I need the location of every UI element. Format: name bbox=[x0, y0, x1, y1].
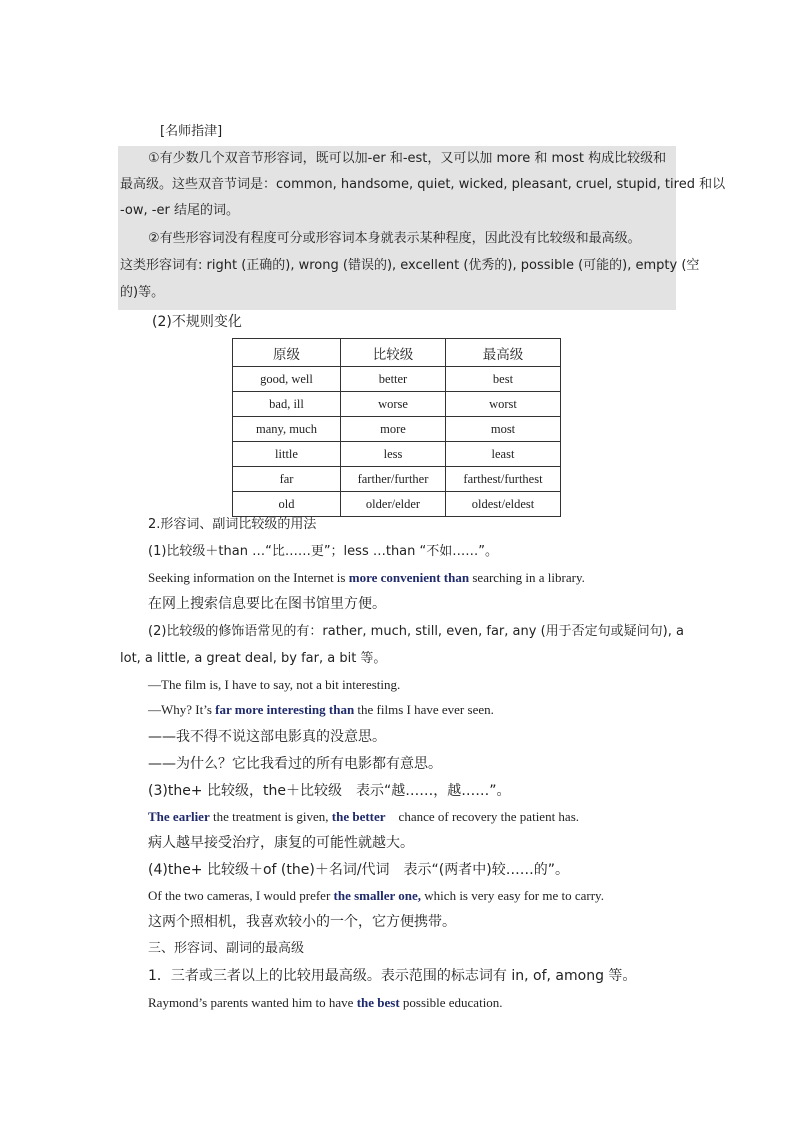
cell-comparative: better bbox=[341, 367, 446, 392]
table-row bbox=[233, 467, 561, 492]
cell-positive: many, much bbox=[233, 417, 341, 442]
section2-title: 2.形容词、副词比较级的用法 bbox=[148, 517, 317, 532]
tip-paragraph-1-line-3: -ow, -er 结尾的词。 bbox=[120, 203, 239, 218]
section3-rule-1: 1．三者或三者以上的比较用最高级。表示范围的标志词有 in, of, among 等。 bbox=[148, 968, 637, 984]
cell-positive: bad, ill bbox=[233, 392, 341, 417]
cell-superlative: farthest/furthest bbox=[446, 467, 561, 492]
table-row bbox=[233, 392, 561, 417]
cell-positive: far bbox=[233, 467, 341, 492]
tip-paragraph-1-line-2: 最高级。这些双音节词是：common, handsome, quiet, wicked, pleasant, cruel, stupid, tired 和以 bbox=[120, 177, 726, 192]
section3-example-1: Raymond’s parents wanted him to have the best possible education. bbox=[148, 995, 503, 1010]
highlight: The earlier bbox=[148, 809, 210, 824]
example-4: Of the two cameras, I would prefer the smaller one, which is very easy for me to carry. bbox=[148, 888, 604, 903]
cell-positive: old bbox=[233, 492, 341, 517]
cell-superlative: worst bbox=[446, 392, 561, 417]
cell-comparative: more bbox=[341, 417, 446, 442]
example-4-translation: 这两个照相机，我喜欢较小的一个，它方便携带。 bbox=[148, 914, 456, 930]
tips-box bbox=[118, 146, 726, 310]
highlight: the best bbox=[356, 995, 400, 1010]
example-2-line-1: —The film is, I have to say, not a bit interesting. bbox=[148, 677, 401, 692]
highlight: far more interesting than bbox=[215, 702, 355, 717]
cell-superlative: most bbox=[446, 417, 561, 442]
highlight: the smaller one, bbox=[333, 888, 422, 903]
example-2-translation-1: ——我不得不说这部电影真的没意思。 bbox=[148, 729, 386, 745]
cell-comparative: worse bbox=[341, 392, 446, 417]
rule-2-line-1: (2)比较级的修饰语常见的有：rather, much, still, even, far, any (用于否定句或疑问句), a bbox=[148, 624, 684, 639]
cell-comparative: less bbox=[341, 442, 446, 467]
irregular-forms-table bbox=[232, 338, 561, 517]
cell-comparative: older/elder bbox=[341, 492, 446, 517]
table-row bbox=[233, 492, 561, 517]
rule-2-line-2: lot, a little, a great deal, by far, a bit 等。 bbox=[120, 651, 387, 666]
cell-superlative: oldest/eldest bbox=[446, 492, 561, 517]
tips-heading: [名师指津] bbox=[160, 124, 223, 139]
example-3: The earlier the treatment is given, the better chance of recovery the patient has. bbox=[148, 809, 580, 824]
highlight: more convenient than bbox=[348, 570, 470, 585]
highlight: the better bbox=[331, 809, 386, 824]
cell-positive: good, well bbox=[233, 367, 341, 392]
header-superlative: 最高级 bbox=[446, 339, 561, 367]
tip-paragraph-2-line-2: 这类形容词有: right (正确的), wrong (错误的), excellent (优秀的), possible (可能的), empty (空 bbox=[120, 258, 700, 273]
cell-positive: little bbox=[233, 442, 341, 467]
rule-4: (4)the+ 比较级＋of (the)＋名词/代词 表示“(两者中)较……的”。 bbox=[148, 862, 569, 878]
example-3-translation: 病人越早接受治疗，康复的可能性就越大。 bbox=[148, 835, 414, 851]
table-header-row bbox=[233, 339, 561, 367]
header-positive: 原级 bbox=[233, 339, 341, 367]
irregular-title: (2)不规则变化 bbox=[152, 314, 242, 330]
tip-paragraph-1-line-1: ①有少数几个双音节形容词，既可以加-er 和-est，又可以加 more 和 most 构成比较级和 bbox=[148, 151, 667, 166]
example-1-translation: 在网上搜索信息要比在图书馆里方便。 bbox=[148, 596, 386, 612]
header-comparative: 比较级 bbox=[341, 339, 446, 367]
section3-title: 三、形容词、副词的最高级 bbox=[148, 941, 305, 956]
rule-3: (3)the+ 比较级，the＋比较级 表示“越……，越……”。 bbox=[148, 783, 511, 799]
table-row bbox=[233, 417, 561, 442]
example-2-line-2: —Why? It’s far more interesting than the films I have ever seen. bbox=[148, 702, 494, 717]
example-2-translation-2: ——为什么？它比我看过的所有电影都有意思。 bbox=[148, 756, 442, 772]
cell-comparative: farther/further bbox=[341, 467, 446, 492]
cell-superlative: least bbox=[446, 442, 561, 467]
example-1: Seeking information on the Internet is more convenient than searching in a library. bbox=[148, 570, 585, 585]
tip-paragraph-2-line-3: 的)等。 bbox=[120, 285, 165, 300]
table-row bbox=[233, 367, 561, 392]
cell-superlative: best bbox=[446, 367, 561, 392]
table-row bbox=[233, 442, 561, 467]
rule-1: (1)比较级＋than …“比……更”；less …than “不如……”。 bbox=[148, 544, 498, 559]
tip-paragraph-2-line-1: ②有些形容词没有程度可分或形容词本身就表示某种程度，因此没有比较级和最高级。 bbox=[148, 231, 641, 246]
